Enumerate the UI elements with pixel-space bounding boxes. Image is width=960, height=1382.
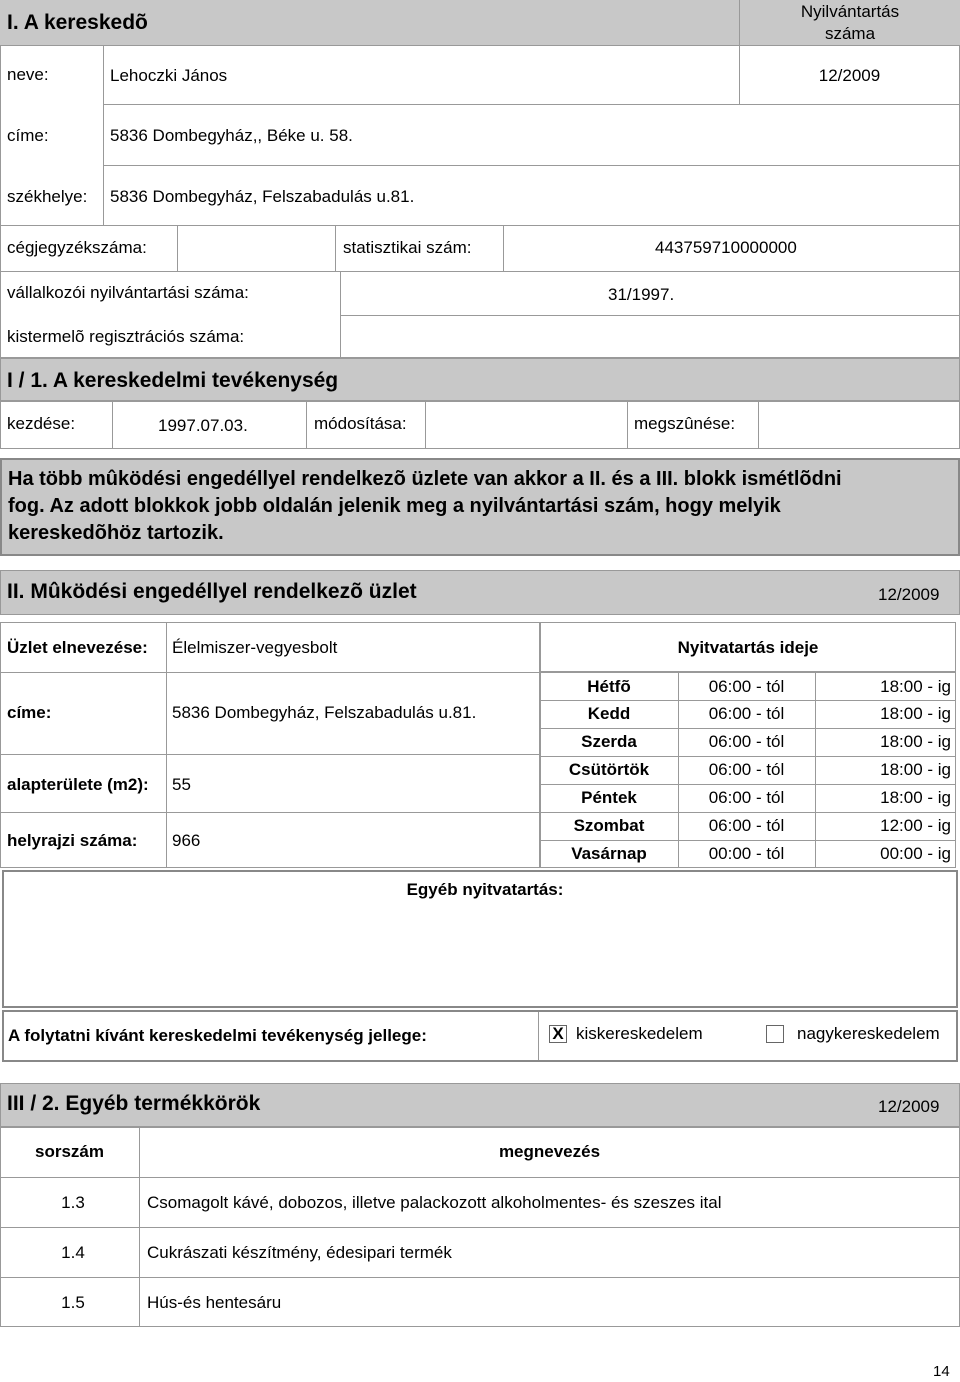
row-sep <box>540 840 956 841</box>
from-saturday: 06:00 - tól <box>708 816 785 835</box>
day-thursday: Csütörtök <box>568 760 650 779</box>
row-sep <box>103 104 960 105</box>
cell-divider <box>758 401 759 449</box>
page-number: 14 <box>933 1363 950 1380</box>
from-friday: 06:00 - tól <box>708 788 785 807</box>
row-sep <box>340 315 960 316</box>
row-sep <box>540 812 956 813</box>
entrepreneur-value: 31/1997. <box>608 285 675 304</box>
from-wednesday: 06:00 - tól <box>708 732 785 751</box>
notice-line1: Ha több mûködési engedéllyel rendelkezõ üzlete van akkor a II. és a III. blokk ismétlõdni <box>8 468 842 490</box>
shop-name-label: Üzlet elnevezése: <box>7 638 148 657</box>
section1-title: I. A kereskedõ <box>7 11 148 34</box>
retail-label: kiskereskedelem <box>576 1024 703 1043</box>
reg-number: 12/2009 <box>818 66 881 85</box>
to-monday: 18:00 - ig <box>880 677 951 696</box>
row-sep <box>0 1277 960 1278</box>
product-number: 1.4 <box>61 1243 85 1262</box>
from-sunday: 00:00 - tól <box>708 844 785 863</box>
col-number-header: sorszám <box>35 1142 104 1161</box>
row-sep <box>0 754 540 755</box>
product-name: Csomagolt kávé, dobozos, illetve palackozott alkoholmentes- és szeszes ital <box>147 1193 722 1212</box>
product-number: 1.3 <box>61 1193 85 1212</box>
to-sunday: 00:00 - ig <box>880 844 951 863</box>
cell-divider <box>340 271 341 358</box>
smallholder-label: kistermelõ regisztrációs száma: <box>7 327 245 346</box>
section2-reg-number: 12/2009 <box>878 585 940 604</box>
notice-line3: kereskedõhöz tartozik. <box>8 522 224 544</box>
row-sep <box>540 700 956 701</box>
col-name-header: megnevezés <box>498 1142 601 1161</box>
day-tuesday: Kedd <box>587 704 631 723</box>
seat-label: székhelye: <box>7 187 88 206</box>
to-thursday: 18:00 - ig <box>880 760 951 779</box>
row-sep <box>540 728 956 729</box>
to-saturday: 12:00 - ig <box>880 816 951 835</box>
shop-address-label: címe: <box>7 703 52 722</box>
modified-label: módosítása: <box>314 414 407 433</box>
day-friday: Péntek <box>581 788 637 807</box>
address-label: címe: <box>7 126 49 145</box>
cell-divider <box>425 401 426 449</box>
seat-value: 5836 Dombegyház, Felszabadulás u.81. <box>110 187 415 206</box>
retail-checkbox[interactable]: X <box>549 1025 567 1043</box>
name-value: Lehoczki János <box>110 66 228 85</box>
row-sep <box>0 672 540 673</box>
company-reg-label: cégjegyzékszáma: <box>7 238 147 257</box>
lot-value: 966 <box>172 831 201 850</box>
name-label: neve: <box>7 65 49 84</box>
to-wednesday: 18:00 - ig <box>880 732 951 751</box>
other-hours-label: Egyéb nyitvatartás: <box>406 880 564 899</box>
stat-value: 443759710000000 <box>655 238 797 257</box>
to-tuesday: 18:00 - ig <box>880 704 951 723</box>
from-monday: 06:00 - tól <box>708 677 785 696</box>
cell-divider <box>177 225 178 271</box>
shop-address-value: 5836 Dombegyház, Felszabadulás u.81. <box>172 703 477 722</box>
cell-divider <box>335 225 336 271</box>
label-divider <box>103 45 104 225</box>
cell-divider <box>166 622 167 868</box>
reg-number-label-line2: száma <box>824 24 876 43</box>
cell-divider <box>112 401 113 449</box>
stat-label: statisztikai szám: <box>343 238 472 257</box>
row-sep <box>103 165 960 166</box>
activity-label: A folytatni kívánt kereskedelmi tevékenység jellege: <box>8 1026 427 1045</box>
row-sep <box>0 1177 960 1178</box>
lot-label: helyrajzi száma: <box>7 831 138 850</box>
cell-divider <box>627 401 628 449</box>
section2-title: II. Mûködési engedéllyel rendelkezõ üzlet <box>7 580 417 603</box>
cell-divider <box>503 225 504 271</box>
ended-label: megszûnése: <box>634 414 736 433</box>
from-thursday: 06:00 - tól <box>708 760 785 779</box>
section1-1-title: I / 1. A kereskedelmi tevékenység <box>7 369 339 392</box>
day-saturday: Szombat <box>573 816 645 835</box>
product-number: 1.5 <box>61 1293 85 1312</box>
day-wednesday: Szerda <box>581 732 637 751</box>
wholesale-checkbox[interactable] <box>766 1025 784 1043</box>
row-sep <box>0 271 960 272</box>
start-value: 1997.07.03. <box>158 416 248 435</box>
start-label: kezdése: <box>7 414 76 433</box>
to-friday: 18:00 - ig <box>880 788 951 807</box>
address-value: 5836 Dombegyház,, Béke u. 58. <box>110 126 353 145</box>
hours-header: Nyitvatartás ideje <box>677 638 819 657</box>
area-label: alapterülete (m2): <box>7 775 149 794</box>
activity-dates-row <box>0 401 960 449</box>
row-sep <box>540 756 956 757</box>
row-sep <box>540 784 956 785</box>
section3-title: III / 2. Egyéb termékkörök <box>7 1092 261 1115</box>
shop-name-value: Élelmiszer-vegyesbolt <box>172 638 338 657</box>
cell-divider <box>538 1012 539 1060</box>
day-monday: Hétfõ <box>587 677 631 696</box>
from-tuesday: 06:00 - tól <box>708 704 785 723</box>
area-value: 55 <box>172 775 191 794</box>
reg-number-label-line1: Nyilvántartás <box>800 2 900 21</box>
row-sep <box>0 1227 960 1228</box>
cell-divider <box>306 401 307 449</box>
entrepreneur-label: vállalkozói nyilvántartási száma: <box>7 283 249 302</box>
notice-line2: fog. Az adott blokkok jobb oldalán jelenik meg a nyilvántartási szám, hogy melyik <box>8 495 781 517</box>
row-sep <box>0 225 960 226</box>
row-sep <box>0 812 540 813</box>
product-name: Cukrászati készítmény, édesipari termék <box>147 1243 452 1262</box>
wholesale-label: nagykereskedelem <box>797 1024 940 1043</box>
product-name: Hús-és hentesáru <box>147 1293 282 1312</box>
section3-reg-number: 12/2009 <box>878 1097 940 1116</box>
day-sunday: Vasárnap <box>571 844 647 863</box>
